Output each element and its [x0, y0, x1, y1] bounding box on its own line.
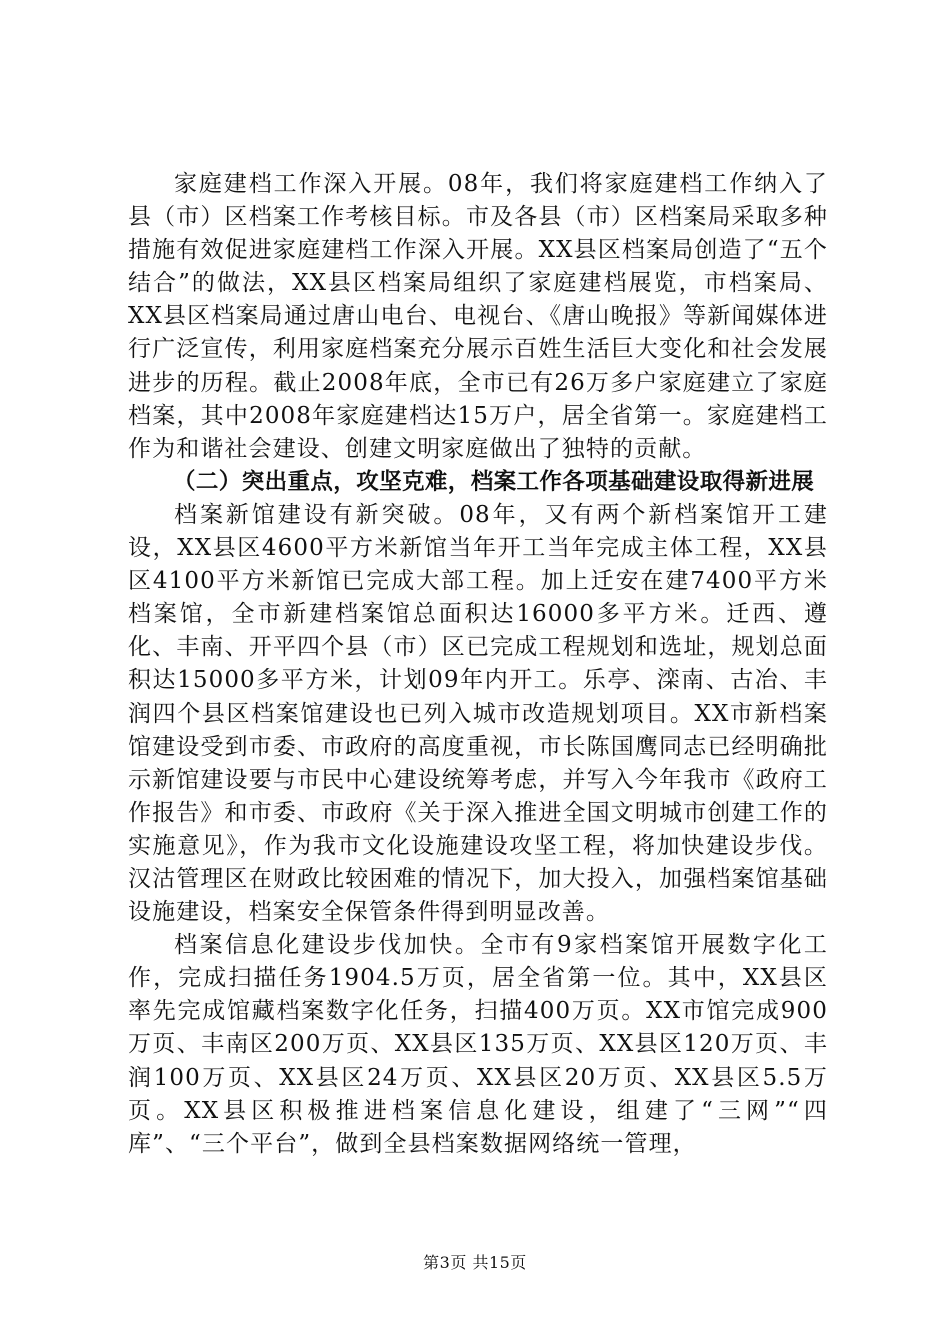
- paragraph-archive-digitization: 档案信息化建设步伐加快。全市有9家档案馆开展数字化工作，完成扫描任务1904.5万页，居全省第一位。其中，XX县区率先完成馆藏档案数字化任务，扫描400万页。XX市馆完成900万页、丰南区200万页、XX县区135万页、XX县区120万页、丰润100万页、XX县区24万页、XX县区20万页、XX县区5.5万页。XX县区积极推进档案信息化建设，组建了“三网”“四库”、“三个平台”，做到全县档案数据网络统一管理，: [128, 932, 828, 1157]
- paragraph-new-archive-buildings: 档案新馆建设有新突破。08年，又有两个新档案馆开工建设，XX县区4600平方米新馆当年开工当年完成主体工程，XX县区4100平方米新馆已完成大部工程。加上迁安在建7400平方米档案馆，全市新建档案馆总面积达16000多平方米。迁西、遵化、丰南、开平四个县（市）区已完成工程规划和选址，规划总面积达15000多平方米，计划09年内开工。乐亭、滦南、古冶、丰润四个县区档案馆建设也已列入城市改造规划项目。XX市新档案馆建设受到市委、市政府的高度重视，市长陈国鹰同志已经明确批示新馆建设要与市民中心建设统筹考虑，并写入今年我市《政府工作报告》和市委、市政府《关于深入推进全国文明城市创建工作的实施意见》，作为我市文化设施建设攻坚工程，将加快建设步伐。汉沽管理区在财政比较困难的情况下，加大投入，加强档案馆基础设施建设，档案安全保管条件得到明显改善。: [128, 501, 828, 926]
- section-heading: （二）突出重点，攻坚克难，档案工作各项基础建设取得新进展: [173, 468, 815, 495]
- page-footer: 第3页 共15页: [423, 1253, 527, 1272]
- paragraph-family-archives: 家庭建档工作深入开展。08年，我们将家庭建档工作纳入了县（市）区档案工作考核目标。市及各县（市）区档案局采取多种措施有效促进家庭建档工作深入开展。XX县区档案局创造了“五个结合”的做法，XX县区档案局组织了家庭建档展览，市档案局、XX县区档案局通过唐山电台、电视台、《唐山晚报》等新闻媒体进行广泛宣传，利用家庭档案充分展示百姓生活巨大变化和社会发展进步的历程。截止2008年底，全市已有26万多户家庭建立了家庭档案，其中2008年家庭建档达15万户，居全省第一。家庭建档工作为和谐社会建设、创建文明家庭做出了独特的贡献。: [128, 171, 828, 462]
- document-body: [128, 168, 828, 1161]
